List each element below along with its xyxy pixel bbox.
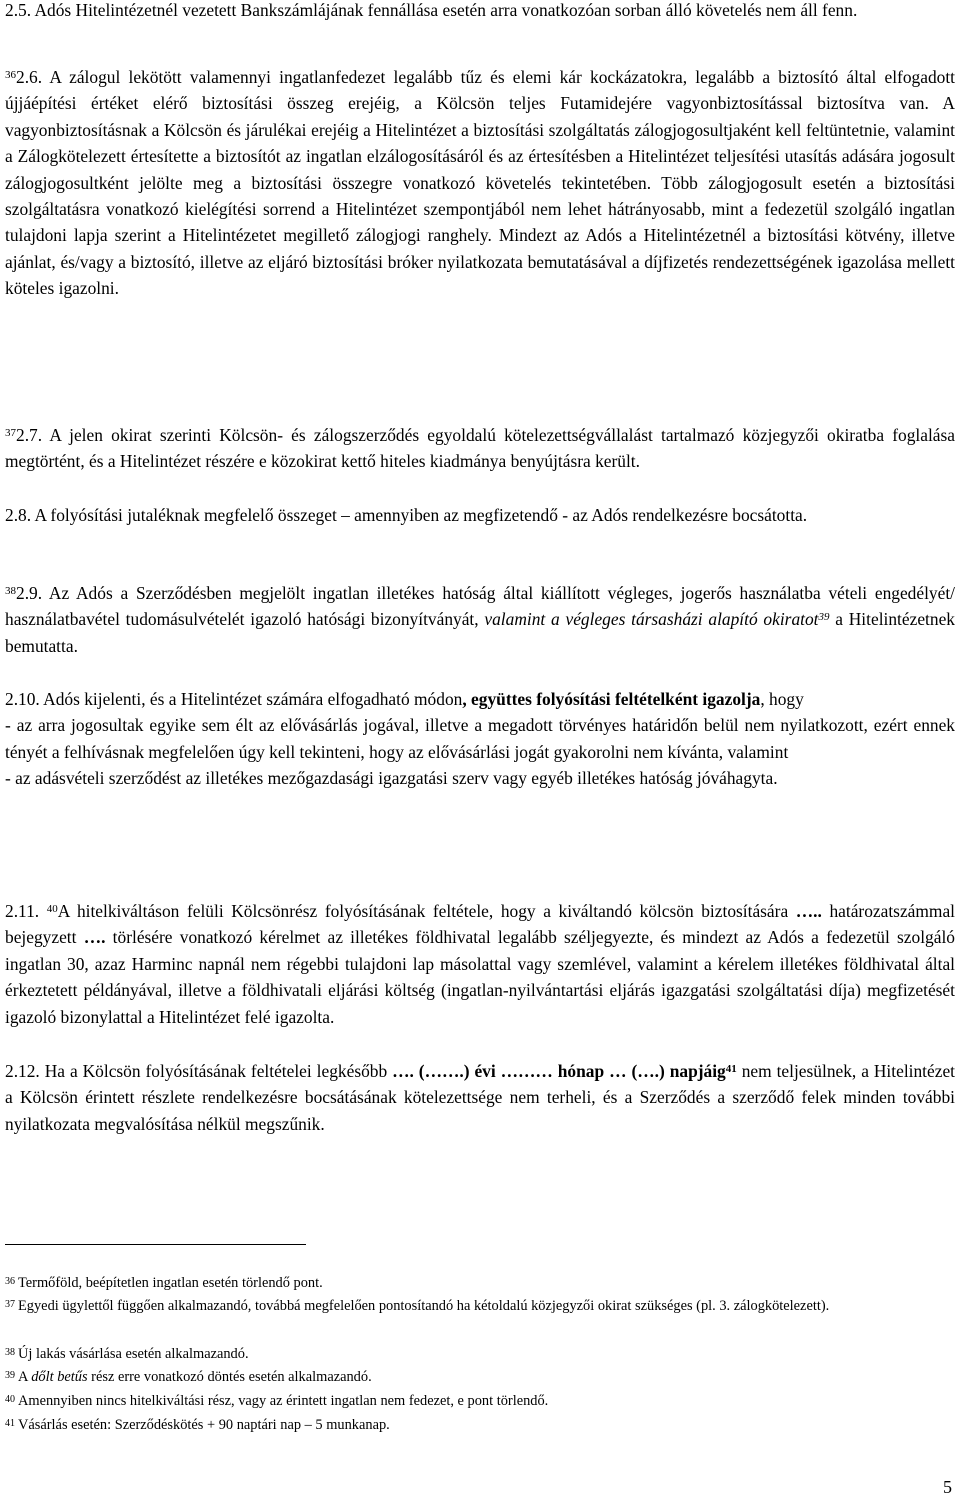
paragraph-text-end: törlésére vonatkozó kérelmet az illetékes földhivatal legalább széljegyezte, és mindezt az Adós a fedezetül szolgáló ingatlan 30, azaz Harminc napnál nem régebbi tulajdoni lap másolattal vagy szemlével, valamint a kérelem illetékes földhivatal által érkeztetett példányával, illetve a földhivatali eljárási költség (ingatlan-nyilvántartási eljárás igazgatási szolgáltatási díja) megfizetését igazoló bizonylattal a Hitelintézet felé igazolta. [5, 927, 955, 1027]
paragraph-text-end: , hogy [760, 689, 804, 709]
paragraph-text-end: a Hitelintézetnek bemutatta. [5, 609, 955, 656]
bold-placeholder: ….. [795, 901, 822, 921]
paragraph-text: 2.10. Adós kijelenti, és a Hitelintézet számára elfogadható módon [5, 689, 463, 709]
footnote-ref-36: 36 [5, 69, 16, 81]
bold-text: , együttes folyósítási feltételként igazolja [462, 689, 761, 709]
footnote-separator [5, 1244, 306, 1245]
paragraph-text: A hitelkiváltáson felüli Kölcsönrész folyósításának feltétele, hogy a kiváltandó kölcsön biztosítására [57, 901, 796, 921]
paragraph-2-6 [5, 64, 955, 302]
footnote-text: Termőföld, beépítetlen ingatlan esetén törlendő pont. [18, 1275, 323, 1291]
footnote-39 [5, 1367, 955, 1388]
paragraph-text-continued: A vagyonbiztosításnak a Kölcsön és járulékai erejéig a Hitelintézet a biztosítási szolgáltatás zálogjogosultjaként kell feltüntetnie, valamint a Zálogkötelezett értesítette a biztosítót az ingatlan elzálogosításáról és az értesítésben a Hitelintézet teljesítési utasítás adására jogosult zálogjogosultként jelölte meg a biztosítási összegre vonatkozó követelés tekintetében. Több zálogjogosult esetén a biztosítási szolgáltatásra vonatkozó kielégítési sorrend a Hitelintézet szempontjából nem lehet hátrányosabb, mint a fedezetül szolgáló ingatlan tulajdoni lapja szerint a Hitelintézetet megillető zálogjogi ranghely. Mindezt az Adós a Hitelintézetnél a biztosítási kötvény, illetve ajánlat, és/vagy a biztosító, illetve az eljáró biztosítási bróker nyilatkozata bemutatásával a díjfizetés rendezettségének igazolása mellett köteles igazolni. [5, 93, 955, 299]
paragraph-text: 2.5. Adós Hitelintézetnél vezetett Bankszámlájának fennállása esetén arra vonatkozóan sorban álló követelés nem áll fenn. [5, 0, 858, 20]
footnote-37 [5, 1296, 955, 1317]
bold-placeholder: …. [83, 927, 106, 948]
paragraph-2-7 [5, 422, 955, 475]
footnote-40 [5, 1391, 955, 1412]
paragraph-number: 2.11. [5, 901, 47, 921]
bold-deadline: …. (…….) évi ……… hónap … (….) napjáig [392, 1061, 726, 1081]
paragraph-2-12 [5, 1058, 955, 1137]
page-number: 5 [943, 1477, 952, 1497]
footnote-text: Új lakás vásárlása esetén alkalmazandó. [18, 1346, 249, 1362]
paragraph-2-8 [5, 502, 955, 528]
footnote-36 [5, 1273, 955, 1294]
italic-text: valamint a végleges társasházi alapító okiratot [484, 609, 819, 630]
footnote-number: 41 [5, 1418, 15, 1429]
footnote-ref-38: 38 [5, 585, 16, 597]
paragraph-2-10 [5, 686, 955, 792]
footnote-text: Amennyiben nincs hitelkiváltási rész, vagy az érintett ingatlan nem fedezet, e pont törlendő. [18, 1393, 549, 1409]
footnote-number: 39 [5, 1370, 15, 1381]
footnote-text: A [18, 1369, 32, 1385]
paragraph-text: határozatszámmal bejegyzett [5, 901, 955, 948]
paragraph-2-11 [5, 898, 955, 1030]
paragraph-text: 2.12. Ha a Kölcsön folyósításának feltételei legkésőbb [5, 1061, 393, 1081]
paragraph-text: 2.9. Az Adós a Szerződésben megjelölt ingatlan illetékes hatóság által kiállított végleges, jogerős használatba vételi engedélyét/ használatbavétel tudomásulvételét igazoló hatósági bizonyítványát, [5, 583, 955, 630]
footnote-ref-37: 37 [5, 427, 16, 439]
list-item: - az arra jogosultak egyike sem élt az elővásárlás jogával, illetve a megadott törvényes határidőn belül nem nyilatkozott, ezért ennek tényét a felhívásnak megfelelően úgy kell tekinteni, hogy az elővásárlási jogát gyakorolni nem kívánta, valamint [5, 715, 955, 762]
footnote-text: Egyedi ügylettől függően alkalmazandó, továbbá megfelelően pontosítandó ha kétoldalú közjegyzői okirat szükséges (pl. 3. zálogkötelezett). [18, 1298, 830, 1314]
footnote-ref-40: 40 [46, 903, 58, 915]
paragraph-text: 2.7. A jelen okirat szerinti Kölcsön- és zálogszerződés egyoldalú kötelezettségvállalást tartalmazó közjegyzői okiratba foglalása megtörtént, és a Hitelintézet részére e közokirat kettő hiteles kiadmánya benyújtásra került. [5, 425, 955, 472]
footnote-number: 38 [5, 1347, 15, 1358]
footnote-number: 37 [5, 1299, 15, 1310]
footnote-text-end: rész erre vonatkozó döntés esetén alkalmazandó. [87, 1369, 372, 1385]
footnote-text: Vásárlás esetén: Szerződéskötés + 90 naptári nap – 5 munkanap. [18, 1417, 390, 1433]
paragraph-text: 2.8. A folyósítási jutaléknak megfelelő összeget – amennyiben az megfizetendő - az Adós rendelkezésre bocsátotta. [5, 505, 808, 525]
footnote-number: 36 [5, 1276, 15, 1287]
paragraph-2-9 [5, 580, 955, 659]
list-item: - az adásvételi szerződést az illetékes mezőgazdasági igazgatási szerv vagy egyéb illetékes hatóság jóváhagyta. [5, 768, 778, 789]
footnote-ref-41: 41 [725, 1063, 737, 1075]
paragraph-2-5 [5, 0, 955, 23]
footnote-ref-39: 39 [818, 611, 830, 624]
footnote-number: 40 [5, 1394, 15, 1405]
paragraph-text: 2.6. A zálogul lekötött valamennyi ingatlanfedezet legalább tűz és elemi kár kockázatokra, legalább a biztosító által elfogadott újjáépítési értéket elérő biztosítási összeg erejéig, a Kölcsön teljes Futamidejére vagyonbiztosítással biztosítva van. [5, 67, 955, 114]
footnote-38 [5, 1344, 955, 1365]
paragraph-text-end: nem teljesülnek, a Hitelintézet a Kölcsön érintett részlete rendelkezésre bocsátásának kötelezettsége nem terheli, és a Szerződés a szerződő felek minden további nyilatkozata megvalósítása nélkül megszűnik. [5, 1061, 955, 1134]
footnote-41 [5, 1415, 955, 1436]
footnote-italic: dőlt betűs [31, 1369, 88, 1385]
